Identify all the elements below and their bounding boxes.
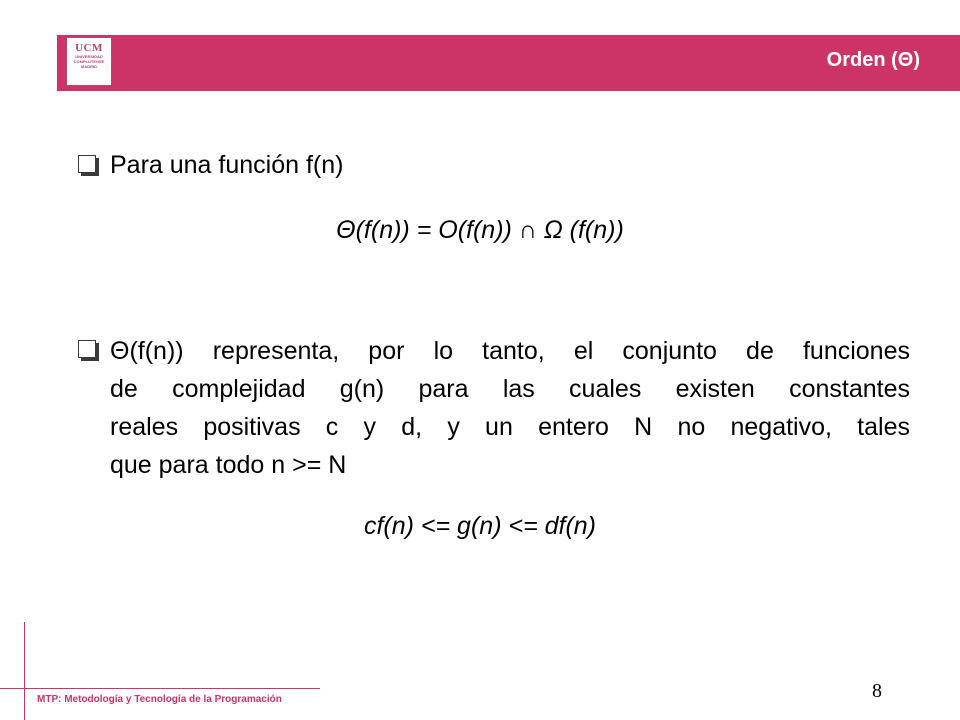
- paragraph-line: de complejidad g(n) para las cuales existen constantes: [110, 375, 910, 403]
- formula-inequality: cf(n) <= g(n) <= df(n): [363, 512, 597, 540]
- checkbox-bullet-icon: [78, 155, 96, 173]
- footer-vertical-divider: [24, 622, 25, 720]
- footer-horizontal-divider: [0, 688, 320, 689]
- page-number: 8: [872, 680, 882, 702]
- bullet-1-text: Para una función f(n): [110, 151, 344, 179]
- formula-theta-definition: Θ(f(n)) = O(f(n)) ∩ Ω (f(n)): [336, 216, 624, 244]
- paragraph-line: que para todo n >= N: [110, 451, 347, 479]
- header-bar: [57, 35, 960, 91]
- logo-mark: UCM: [75, 42, 103, 54]
- university-logo: [66, 37, 112, 86]
- paragraph-line: reales positivas c y d, y un entero N no negativo, tales: [110, 413, 910, 441]
- checkbox-bullet-icon: [78, 340, 96, 358]
- course-name: MTP: Metodología y Tecnología de la Programación: [37, 694, 282, 705]
- bullet-text: [110, 147, 343, 183]
- logo-text: UNIVERSIDAD COMPLUTENSE MADRID: [73, 54, 105, 69]
- slide-title: Orden (Θ): [826, 49, 920, 71]
- theta-explanation-paragraph: [110, 332, 910, 484]
- paragraph-line: Θ(f(n)) representa, por lo tanto, el conjunto de funciones: [110, 337, 910, 365]
